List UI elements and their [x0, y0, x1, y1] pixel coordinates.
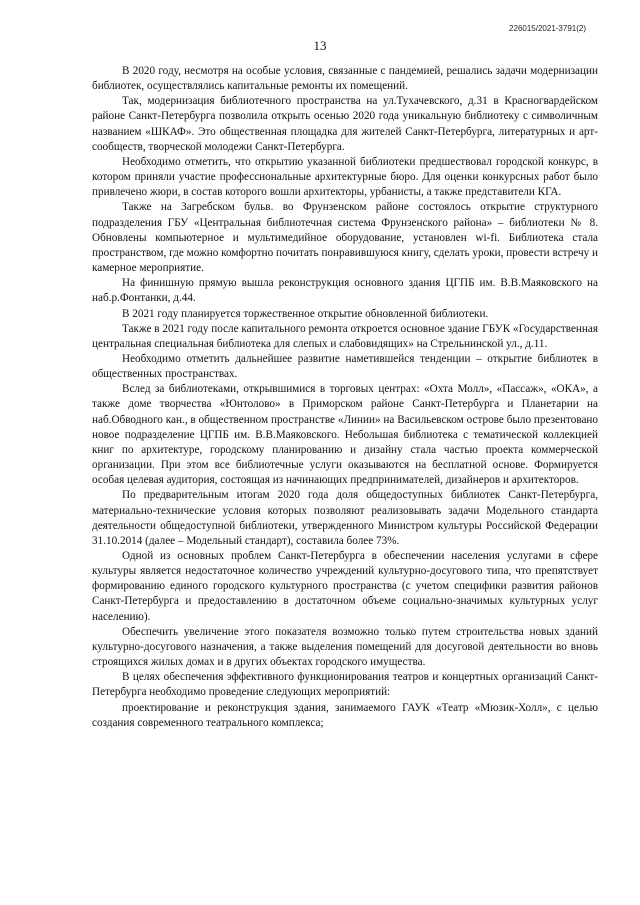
paragraph: На финишную прямую вышла реконструкция основного здания ЦГПБ им. В.В.Маяковского на наб.р.Фонтанки, д.44. — [92, 277, 598, 305]
document-body — [92, 64, 598, 731]
paragraph: В 2021 году планируется торжественное открытие обновленной библиотеки. — [122, 307, 489, 320]
paragraph: Также на Загребском бульв. во Фрунзенском районе состоялось открытие структурного подразделения ГБУ «Центральная библиотечная система Фрунзенского района» – библиотеки № 8. Обновлены компьютерное и мультимедийное оборудование, установлен wi-fi. Библиотека стала пространством, где можно комфортно почитать понравившуюся книгу, сделать уроки, провести встречу и камерное мероприятие. — [92, 201, 598, 275]
paragraph: В 2020 году, несмотря на особые условия, связанные с пандемией, решались задачи модернизации библиотек, осуществлялись капитальные ремонты их помещений. — [92, 65, 598, 93]
paragraph: В целях обеспечения эффективного функционирования театров и концертных организаций Санкт-Петербурга необходимо проведение следующих мероприятий: — [92, 671, 598, 699]
paragraph: Обеспечить увеличение этого показателя возможно только путем строительства новых зданий культурно-досугового назначения, а также выделения помещений для досуговой деятельности во вновь строящихся жилых домах и в других объектах городского имущества. — [92, 625, 598, 669]
paragraph: По предварительным итогам 2020 года доля общедоступных библиотек Санкт-Петербурга, материально-технические условия которых позволяют реализовывать задачи Модельного стандарта деятельности общедоступной библиотеки, утвержденного Министром культуры Российской Федерации 31.10.2014 (далее – Модельный стандарт), составила более 73%. — [92, 489, 598, 547]
paragraph: проектирование и реконструкция здания, занимаемого ГАУК «Театр «Мюзик-Холл», с целью создания современного театрального комплекса; — [92, 701, 598, 729]
paragraph: Одной из основных проблем Санкт-Петербурга в обеспечении населения услугами в сфере культуры является недостаточное количество учреждений культурно-досугового типа, что препятствует формированию единого городского культурного пространства (с учетом специфики развития районов Санкт-Петербурга и предоставлению в достаточном объеме социально-значимых культурных услуг населению). — [92, 550, 598, 623]
paragraph: Также в 2021 году после капитального ремонта откроется основное здание ГБУК «Государственная центральная специальная библиотека для слепых и слабовидящих» на Стрельнинской ул., д.11. — [92, 322, 599, 350]
paragraph: Так, модернизация библиотечного пространства на ул.Тухачевского, д.31 в Красногвардейском районе Санкт-Петербурга позволила открыть осенью 2020 года уникальную библиотеку с символичным названием «ШКАФ». Это общественная площадка для жителей Санкт-Петербурга, литературных и арт-сообществ, творческой молодежи Санкт-Петербурга. — [92, 95, 598, 153]
paragraph: Необходимо отметить, что открытию указанной библиотеки предшествовал городской конкурс, в котором приняли участие профессиональные архитектурные бюро. Для оценки конкурсных работ было привлечено жюри, в состав которого вошли архитекторы, урбанисты, а также представители КГА. — [92, 155, 598, 199]
paragraph: Вслед за библиотеками, открывшимися в торговых центрах: «Охта Молл», «Пассаж», «ОКА», а также доме творчества «Юнтолово» в Приморском районе Санкт-Петербурга и Планетарии на наб.Обводного кан., в общественном пространстве «Линии» на Васильевском острове было презентовано новое подразделение ЦГПБ им. В.В.Маяковского. Небольшая библиотека с тематической коллекцией книг по архитектуре, городскому планированию и дизайну стала частью проекта коммерческой организации. При этом все библиотечные услуги оказываются на бесплатной основе. Формируется особая целевая аудитория, состоящая из начинающих предпринимателей, дизайнеров и архитекторов. — [92, 383, 598, 487]
paragraph: Необходимо отметить дальнейшее развитие наметившейся тенденции – открытие библиотек в общественных пространствах. — [92, 352, 598, 381]
page-number: 13 — [313, 38, 327, 53]
document-registration-number: 226015/2021-3791(2) — [509, 24, 586, 33]
